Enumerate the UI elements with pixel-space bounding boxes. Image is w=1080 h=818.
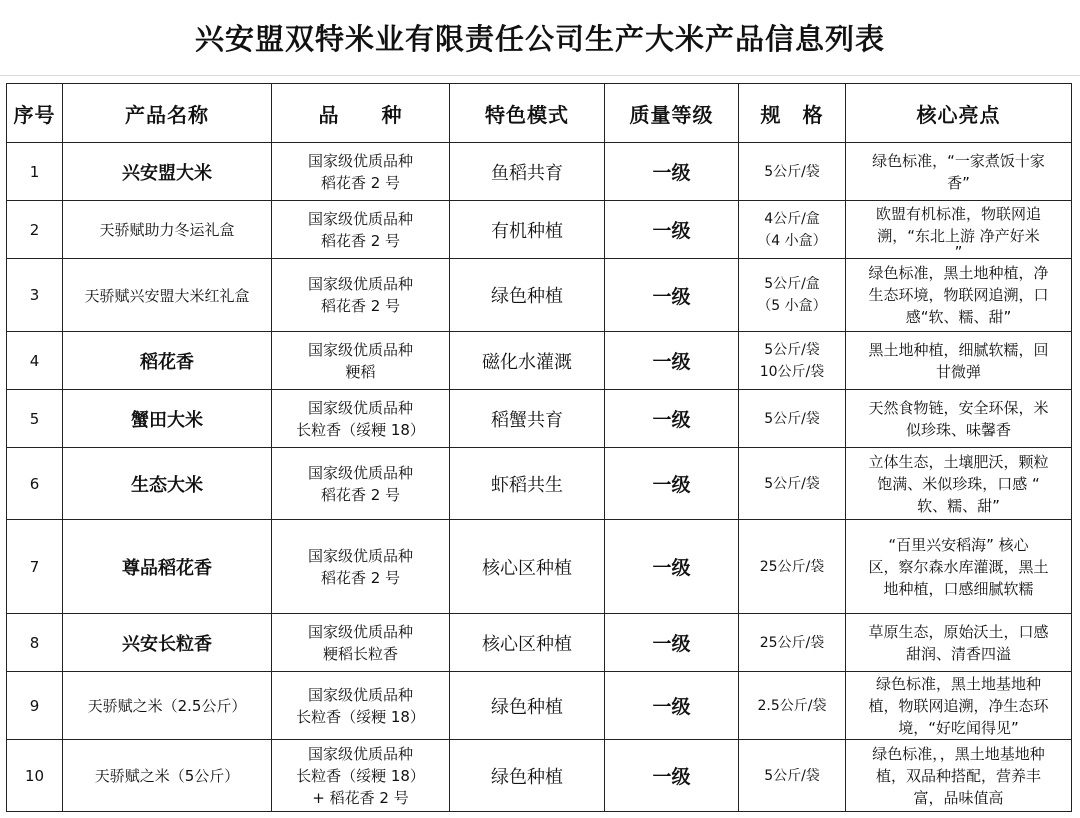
header-mode: 特色模式 (450, 84, 605, 143)
cell-product-name: 兴安盟大米 (63, 143, 272, 201)
cell-mode: 核心区种植 (450, 520, 605, 614)
variety-line: 国家级优质品种 (307, 622, 413, 641)
highlight-line: 绿色标准，“一家煮饭十家 (872, 151, 1045, 170)
cell-variety (272, 332, 450, 390)
cell-grade: 一级 (605, 520, 739, 614)
cell-no: 4 (7, 332, 63, 390)
cell-variety (272, 740, 450, 812)
header-spec: 规 格 (739, 84, 846, 143)
cell-variety (272, 143, 450, 201)
cell-highlight (846, 448, 1072, 520)
cell-grade: 一级 (605, 614, 739, 672)
cell-grade: 一级 (605, 143, 739, 201)
cell-spec (739, 448, 846, 520)
highlight-line: 立体生态，土壤肥沃，颗粒 (868, 452, 1049, 471)
cell-mode: 鱼稻共育 (450, 143, 605, 201)
cell-variety (272, 672, 450, 740)
cell-mode: 核心区种植 (450, 614, 605, 672)
table-row (7, 143, 1072, 201)
cell-no: 6 (7, 448, 63, 520)
highlight-line: 甜润、清香四溢 (905, 644, 1011, 663)
table-row (7, 390, 1072, 448)
cell-highlight (846, 143, 1072, 201)
cell-product-name: 生态大米 (63, 448, 272, 520)
spec-line: （5 小盒） (757, 298, 827, 314)
variety-line: 稻花香 2 号 (320, 485, 401, 504)
cell-no: 9 (7, 672, 63, 740)
cell-spec (739, 520, 846, 614)
variety-line: 国家级优质品种 (307, 340, 413, 359)
cell-mode: 稻蟹共育 (450, 390, 605, 448)
cell-spec (739, 201, 846, 259)
variety-line: 粳稻长粒香 (322, 644, 398, 663)
spec-line: 5公斤/袋 (764, 767, 820, 784)
highlight-line: 植，物联网追溯，净生态环 (868, 696, 1049, 715)
cell-grade: 一级 (605, 672, 739, 740)
cell-no: 1 (7, 143, 63, 201)
variety-line: 长粒香（绥粳 18） (296, 420, 425, 439)
spec-line: 5公斤/袋 (764, 410, 820, 427)
variety-line: 国家级优质品种 (307, 209, 413, 228)
table-row (7, 201, 1072, 259)
cell-no: 2 (7, 201, 63, 259)
variety-line: 稻花香 2 号 (320, 173, 401, 192)
cell-product-name: 兴安长粒香 (63, 614, 272, 672)
header-grade: 质量等级 (605, 84, 739, 143)
spec-line: 25公斤/袋 (759, 634, 825, 651)
cell-no: 7 (7, 520, 63, 614)
spec-line: 5公斤/袋 (764, 341, 820, 358)
variety-line: 稻花香 2 号 (320, 231, 401, 250)
header-name: 产品名称 (63, 84, 272, 143)
cell-highlight (846, 520, 1072, 614)
variety-line: 国家级优质品种 (307, 546, 413, 565)
table-row (7, 520, 1072, 614)
highlight-line: 绿色标准，，黑土地基地种 (872, 744, 1045, 763)
variety-line: 国家级优质品种 (307, 744, 413, 763)
spec-line: 2.5公斤/袋 (757, 697, 827, 714)
cell-product-name: 稻花香 (63, 332, 272, 390)
cell-variety (272, 259, 450, 332)
highlight-line: 软、糯、甜” (917, 496, 1000, 515)
header-variety: 品 种 (272, 84, 450, 143)
highlight-line: 绿色标准，黑土地基地种 (875, 674, 1041, 693)
cell-grade: 一级 (605, 259, 739, 332)
cell-product-name: 蟹田大米 (63, 390, 272, 448)
highlight-line: 地种植，口感细腻软糯 (883, 579, 1034, 598)
variety-line: 国家级优质品种 (307, 151, 413, 170)
cell-variety (272, 520, 450, 614)
variety-line: + 稻花香 2 号 (312, 788, 409, 807)
highlight-line: 境，“好吃闻得见” (898, 718, 1019, 737)
variety-line: 国家级优质品种 (307, 463, 413, 482)
highlight-line: 黑土地种植，细腻软糯，回 (868, 340, 1049, 359)
spec-line: 5公斤/袋 (764, 163, 820, 180)
cell-grade: 一级 (605, 201, 739, 259)
variety-line: 国家级优质品种 (307, 398, 413, 417)
cell-variety (272, 390, 450, 448)
highlight-line: 甘微弹 (935, 362, 981, 381)
header-row (7, 84, 1072, 143)
spec-line: 5公斤/袋 (764, 475, 820, 492)
cell-product-name: 尊品稻花香 (63, 520, 272, 614)
cell-variety (272, 614, 450, 672)
cell-no: 10 (7, 740, 63, 812)
cell-mode: 有机种植 (450, 201, 605, 259)
highlight-line: 植，双品种搭配，营养丰 (875, 766, 1041, 785)
cell-grade: 一级 (605, 740, 739, 812)
cell-highlight (846, 332, 1072, 390)
table-row (7, 259, 1072, 332)
highlight-line: 草原生态，原始沃土，口感 (868, 622, 1049, 641)
cell-spec (739, 332, 846, 390)
highlight-line: 欧盟有机标准，物联网追 (875, 204, 1041, 223)
header-no: 序号 (7, 84, 63, 143)
product-table (6, 83, 1072, 812)
highlight-line: 天然食物链，安全环保，米 (868, 398, 1049, 417)
cell-spec (739, 614, 846, 672)
cell-grade: 一级 (605, 448, 739, 520)
variety-line: 国家级优质品种 (307, 275, 413, 293)
table-row (7, 672, 1072, 740)
cell-no: 8 (7, 614, 63, 672)
cell-spec (739, 259, 846, 332)
cell-variety (272, 201, 450, 259)
cell-spec (739, 390, 846, 448)
table-row (7, 448, 1072, 520)
cell-highlight (846, 201, 1072, 259)
cell-product-name: 天骄赋之米（2.5公斤） (63, 672, 272, 740)
variety-line: 长粒香（绥粳 18） (296, 707, 425, 726)
cell-grade: 一级 (605, 390, 739, 448)
cell-no: 3 (7, 259, 63, 332)
cell-product-name: 天骄赋兴安盟大米红礼盒 (63, 259, 272, 332)
variety-line: 长粒香（绥粳 18） (296, 766, 425, 785)
highlight-line: 似珍珠、味馨香 (905, 420, 1011, 439)
cell-mode: 绿色种植 (450, 740, 605, 812)
spec-line: 25公斤/袋 (759, 558, 825, 575)
highlight-line: ” (954, 242, 963, 261)
cell-product-name: 天骄赋之米（5公斤） (63, 740, 272, 812)
highlight-line: 感“软、糯、甜” (905, 308, 1012, 326)
cell-product-name: 天骄赋助力冬运礼盒 (63, 201, 272, 259)
table-row (7, 332, 1072, 390)
table-row (7, 614, 1072, 672)
cell-no: 5 (7, 390, 63, 448)
cell-highlight (846, 740, 1072, 812)
highlight-line: 区，察尔森水库灌溉，黑土 (868, 557, 1049, 576)
highlight-line: 溯，“东北上游 净产好米 (877, 226, 1040, 245)
highlight-line: “百里兴安稻海” 核心 (888, 535, 1029, 554)
cell-mode: 虾稻共生 (450, 448, 605, 520)
table-row (7, 740, 1072, 812)
page-title: 兴安盟双特米业有限责任公司生产大米产品信息列表 (0, 0, 1080, 76)
cell-mode: 绿色种植 (450, 672, 605, 740)
cell-highlight (846, 614, 1072, 672)
spec-line: 4公斤/盒 (764, 210, 820, 227)
highlight-line: 富，品味值高 (913, 788, 1004, 807)
cell-spec (739, 740, 846, 812)
spec-line: 5公斤/盒 (764, 276, 820, 292)
cell-spec (739, 672, 846, 740)
spec-line: （4 小盒） (757, 232, 827, 249)
cell-mode: 磁化水灌溉 (450, 332, 605, 390)
cell-highlight (846, 672, 1072, 740)
cell-mode: 绿色种植 (450, 259, 605, 332)
variety-line: 国家级优质品种 (307, 685, 413, 704)
header-highlight: 核心亮点 (846, 84, 1072, 143)
cell-spec (739, 143, 846, 201)
cell-highlight (846, 390, 1072, 448)
cell-variety (272, 448, 450, 520)
variety-line: 粳稻 (345, 362, 376, 381)
highlight-line: 香” (947, 173, 970, 192)
highlight-line: 绿色标准，黑土地种植，净 (868, 264, 1049, 282)
cell-highlight (846, 259, 1072, 332)
variety-line: 稻花香 2 号 (320, 568, 401, 587)
highlight-line: 生态环境，物联网追溯，口 (868, 286, 1049, 304)
cell-grade: 一级 (605, 332, 739, 390)
highlight-line: 饱满、米似珍珠，口感 “ (877, 474, 1040, 493)
spec-line: 10公斤/袋 (759, 363, 825, 380)
variety-line: 稻花香 2 号 (320, 297, 401, 315)
